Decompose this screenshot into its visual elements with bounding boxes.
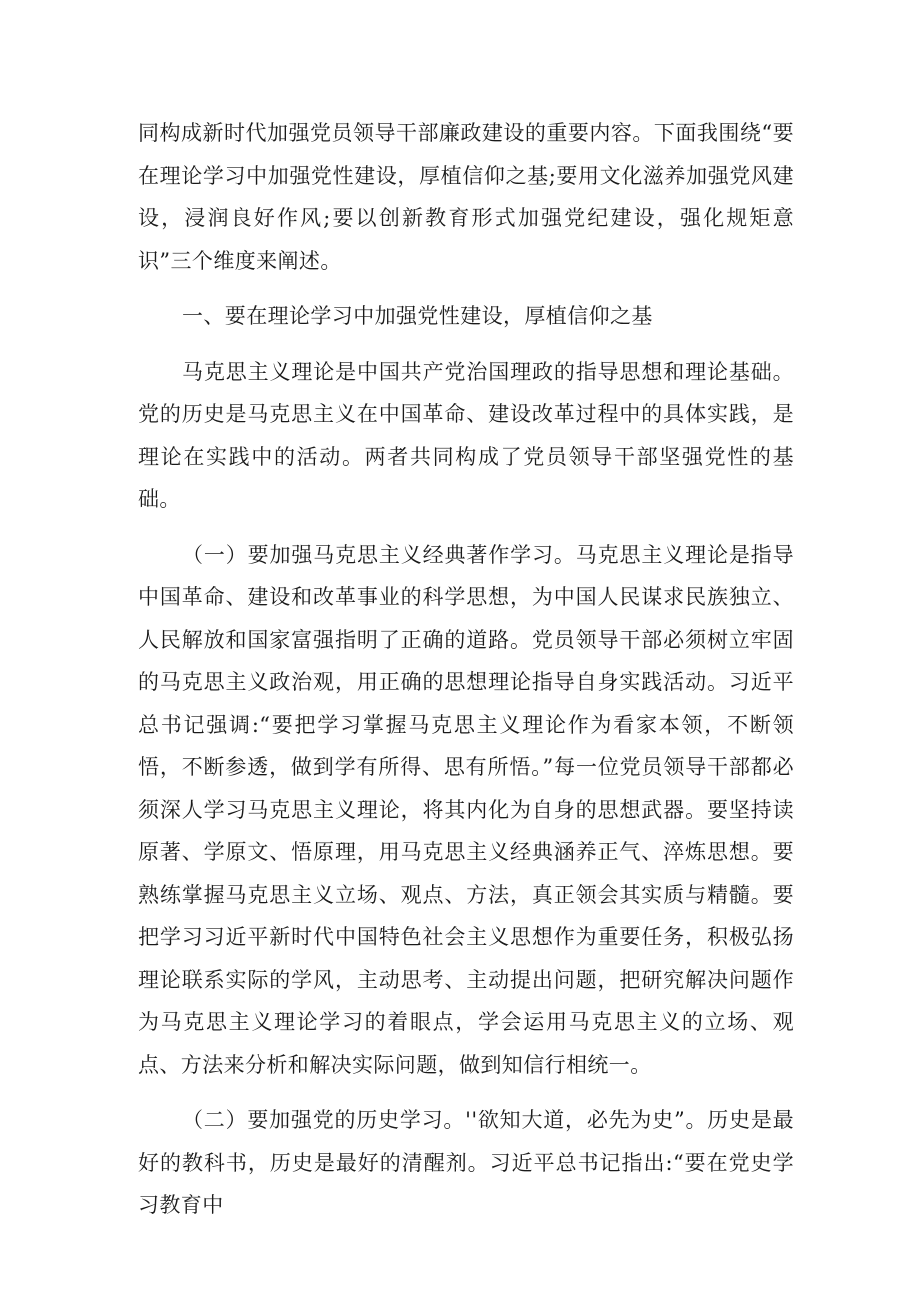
section-heading-1: 一、要在理论学习中加强党性建设，厚植信仰之基: [182, 304, 653, 328]
paragraph-subsection-1: （一）要加强马克思主义经典著作学习。马克思主义理论是指导中国革命、建设和改革事业的科学思想，为中国人民谋求民族独立、人民解放和国家富强指明了正确的道路。党员领导干部必须树立牢固的马克思主义政治观，用正确的思想理论指导自身实践活动。习近平总书记强调:“要把学习掌握马克思主义理论作为看家本领，不断领悟，不断参透，做到学有所得、思有所悟。”每一位党员领导干部都必须深人学习马克思主义理论，将其内化为自身的思想武器。要坚持读原著、学原文、悟原理，用马克思主义经典涵养正气、淬炼思想。要熟练掌握马克思主义立场、观点、方法，真正领会其实质与精髓。要把学习习近平新时代中国特色社会主义思想作为重要任务，积极弘扬理论联系实际的学风，主动思考、主动提出问题，把研究解决问题作为马克思主义理论学习的着眼点，学会运用马克思主义的立场、观点、方法来分析和解决实际问题，做到知信行相统一。: [138, 542, 794, 1077]
paragraph-subsection-2: （二）要加强党的历史学习。''欲知大道，必先为史”。历史是最好的教科书，历史是最好的清醒剂。习近平总书记指出:“要在党史学习教育中: [138, 1108, 794, 1217]
paragraph-marxism-foundation: 马克思主义理论是中国共产党治国理政的指导思想和理论基础。党的历史是马克思主义在中国革命、建设改革过程中的具体实践，是理论在实践中的活动。两者共同构成了党员领导干部坚强党性的基础。: [138, 359, 794, 511]
document-body: [138, 112, 794, 1240]
paragraph-intro-continuation: 同构成新时代加强党员领导干部廉政建设的重要内容。下面我围绕“要在理论学习中加强党性建设，厚植信仰之基;要用文化滋养加强党风建设，浸润良好作风;要以创新教育形式加强党纪建设，强化规矩意识”三个维度来阐述。: [138, 121, 794, 273]
